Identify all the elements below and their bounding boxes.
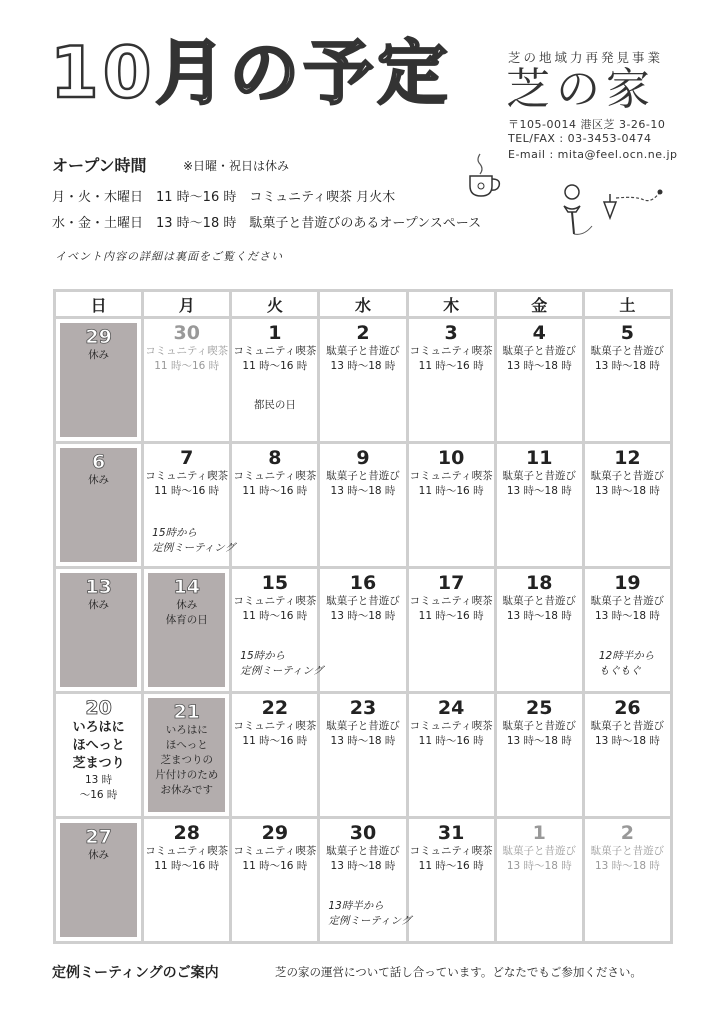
day-line: 11 時〜16 時 xyxy=(242,484,308,497)
day-cell xyxy=(55,318,143,443)
day-line: 11 時〜16 時 xyxy=(242,359,308,372)
day-cell xyxy=(495,693,583,818)
day-cell xyxy=(495,318,583,443)
memo-text: 定例ミーティング xyxy=(328,915,412,927)
address: 〒105-0014 港区芝 3-26-10 xyxy=(508,118,666,131)
day-line: 駄菓子と昔遊び xyxy=(590,594,665,607)
coffee-cup-icon xyxy=(462,150,506,202)
day-line: コミュニティ喫茶 xyxy=(409,469,493,482)
day-cell xyxy=(319,818,412,943)
memo-time: 13時半から xyxy=(328,900,384,912)
day-line: 13 時〜18 時 xyxy=(594,484,660,497)
day-cell xyxy=(143,318,231,443)
day-number: 2 xyxy=(356,322,370,344)
day-cell xyxy=(583,818,671,943)
day-cell xyxy=(495,568,583,693)
day-line: 芝まつりの xyxy=(160,753,213,766)
footer-text: 芝の家の運営について話し合っています。どなたでもご参加ください。 xyxy=(275,965,642,979)
day-number: 9 xyxy=(356,447,370,469)
spinning-top-icon xyxy=(598,184,668,230)
day-number: 13 xyxy=(85,576,112,598)
day-cell xyxy=(231,443,319,568)
day-cell xyxy=(143,568,231,693)
day-number: 30 xyxy=(173,322,200,344)
day-line: 11 時〜16 時 xyxy=(418,359,484,372)
day-line: 11 時〜16 時 xyxy=(418,859,484,872)
day-line: 駄菓子と昔遊び xyxy=(502,594,577,607)
day-line: 〜16 時 xyxy=(79,788,118,801)
memo-text: 定例ミーティング xyxy=(152,542,236,554)
day-line: 13 時〜18 時 xyxy=(594,734,660,747)
day-number: 30 xyxy=(349,822,377,844)
day-line: 駄菓子と昔遊び xyxy=(326,594,400,607)
day-cell xyxy=(583,568,671,693)
day-line: コミュニティ喫茶 xyxy=(233,719,317,732)
day-cell xyxy=(55,568,143,693)
day-number: 16 xyxy=(349,572,377,594)
day-cell xyxy=(319,443,407,568)
day-number: 6 xyxy=(91,451,106,473)
day-number: 29 xyxy=(85,326,112,348)
day-number: 14 xyxy=(173,576,200,598)
day-number: 24 xyxy=(437,697,465,719)
week-row xyxy=(55,318,672,443)
event-note: イベント内容の詳細は裏面をご覧ください xyxy=(55,250,283,263)
weekday-tue: 火 xyxy=(231,291,319,318)
day-number: 22 xyxy=(261,697,289,719)
day-line: 13 時 xyxy=(84,773,113,786)
day-line: 体育の日 xyxy=(165,613,208,626)
day-number: 29 xyxy=(261,822,289,844)
day-number: 5 xyxy=(620,322,635,344)
day-line: 13 時〜18 時 xyxy=(506,484,572,497)
day-cell xyxy=(319,318,407,443)
weekday-sat: 土 xyxy=(583,291,671,318)
day-line: 13 時〜18 時 xyxy=(594,609,660,622)
day-number: 3 xyxy=(444,322,458,344)
day-line: 11 時〜16 時 xyxy=(418,609,484,622)
week-row xyxy=(55,568,672,693)
day-line: 11 時〜16 時 xyxy=(418,484,484,497)
day-number: 17 xyxy=(437,572,465,594)
day-number: 12 xyxy=(614,447,641,469)
day-number: 31 xyxy=(437,822,465,844)
day-line: 11 時〜16 時 xyxy=(242,609,308,622)
weekday-header xyxy=(55,291,672,318)
day-line: コミュニティ喫茶 xyxy=(145,344,229,357)
weekday-mon: 月 xyxy=(143,291,231,318)
day-line: ほへっと xyxy=(165,738,208,751)
weekday-thu: 木 xyxy=(407,291,495,318)
weekday-sun: 日 xyxy=(55,291,143,318)
day-line: コミュニティ喫茶 xyxy=(233,469,317,482)
day-line: 駄菓子と昔遊び xyxy=(502,469,577,482)
org-subtitle: 芝の地域力再発見事業 xyxy=(508,50,664,65)
day-line: 13 時〜18 時 xyxy=(330,609,396,622)
day-number: 27 xyxy=(85,826,112,848)
day-number: 18 xyxy=(526,572,553,594)
day-line: 駄菓子と昔遊び xyxy=(326,344,400,357)
schedule-row-1: 月・火・木曜日 11 時〜16 時 コミュニティ喫茶 月火木 xyxy=(52,190,396,205)
day-line: 13 時〜18 時 xyxy=(506,859,572,872)
day-number: 25 xyxy=(526,697,553,719)
org-name: 芝の家 xyxy=(506,64,656,115)
kendama-icon xyxy=(560,182,596,240)
day-cell xyxy=(407,568,495,693)
day-line: 都民の日 xyxy=(253,398,296,411)
day-number: 23 xyxy=(349,697,377,719)
day-line: 駄菓子と昔遊び xyxy=(326,719,400,732)
festival-line: 芝まつり xyxy=(72,755,125,771)
day-cell xyxy=(583,443,671,568)
festival-line: ほへっと xyxy=(72,737,125,753)
day-cell xyxy=(583,693,671,818)
day-number: 1 xyxy=(268,322,282,344)
day-line: 13 時〜18 時 xyxy=(330,359,396,372)
footer-heading: 定例ミーティングのご案内 xyxy=(52,965,219,981)
day-line: 13 時〜18 時 xyxy=(594,859,660,872)
schedule-row-2: 水・金・土曜日 13 時〜18 時 駄菓子と昔遊びのあるオープンスペース xyxy=(52,216,482,231)
day-cell xyxy=(231,693,319,818)
day-number: 20 xyxy=(85,697,112,719)
day-cell xyxy=(583,318,671,443)
day-number: 4 xyxy=(532,322,546,344)
day-cell xyxy=(495,443,583,568)
tel: TEL/FAX : 03-3453-0474 xyxy=(508,132,652,145)
day-cell xyxy=(407,443,495,568)
day-number: 11 xyxy=(526,447,553,469)
day-line: コミュニティ喫茶 xyxy=(145,469,229,482)
day-line: コミュニティ喫茶 xyxy=(233,844,317,857)
day-line: 13 時〜18 時 xyxy=(594,359,660,372)
day-line: 駄菓子と昔遊び xyxy=(326,844,400,857)
day-line: コミュニティ喫茶 xyxy=(409,344,493,357)
day-line: 13 時〜18 時 xyxy=(330,484,396,497)
day-number: 15 xyxy=(261,572,289,594)
day-cell xyxy=(407,693,495,818)
day-line: 駄菓子と昔遊び xyxy=(590,344,665,357)
email: E-mail : mita@feel.ocn.ne.jp xyxy=(508,148,678,161)
open-hours-heading: オープン時間 xyxy=(52,156,147,175)
day-number: 19 xyxy=(614,572,641,594)
day-line: 休み xyxy=(88,473,110,486)
day-line: コミュニティ喫茶 xyxy=(409,844,493,857)
day-line: 駄菓子と昔遊び xyxy=(502,719,577,732)
day-line: 11 時〜16 時 xyxy=(418,734,484,747)
day-number: 26 xyxy=(614,697,641,719)
day-number: 1 xyxy=(532,822,546,844)
day-line: 休み xyxy=(88,598,110,611)
day-line: 休み xyxy=(88,848,110,861)
day-cell xyxy=(55,818,143,943)
day-cell xyxy=(319,568,407,693)
day-cell xyxy=(231,318,319,443)
day-line: 駄菓子と昔遊び xyxy=(326,469,400,482)
week-row xyxy=(55,443,672,568)
week-row xyxy=(55,693,672,818)
day-cell xyxy=(231,568,324,693)
day-cell xyxy=(407,318,495,443)
day-line: 13 時〜18 時 xyxy=(330,859,396,872)
day-cell xyxy=(143,443,236,568)
memo-text: もぐもぐ xyxy=(598,665,641,677)
day-line: 13 時〜18 時 xyxy=(330,734,396,747)
day-line: コミュニティ喫茶 xyxy=(233,594,317,607)
day-cell xyxy=(143,818,231,943)
day-line: コミュニティ喫茶 xyxy=(233,344,317,357)
day-line: コミュニティ喫茶 xyxy=(145,844,229,857)
day-line: 11 時〜16 時 xyxy=(154,359,220,372)
day-line: 11 時〜16 時 xyxy=(154,859,220,872)
day-line: 駄菓子と昔遊び xyxy=(502,344,577,357)
day-number: 21 xyxy=(173,701,200,723)
day-line: コミュニティ喫茶 xyxy=(409,719,493,732)
day-cell xyxy=(55,693,143,818)
day-cell xyxy=(55,443,143,568)
day-line: 休み xyxy=(88,348,110,361)
day-line: 11 時〜16 時 xyxy=(242,734,308,747)
day-line: 11 時〜16 時 xyxy=(242,859,308,872)
day-line: 13 時〜18 時 xyxy=(506,359,572,372)
day-line: お休みです xyxy=(160,783,213,796)
weekday-fri: 金 xyxy=(495,291,583,318)
day-number: 7 xyxy=(180,447,194,469)
day-line: コミュニティ喫茶 xyxy=(409,594,493,607)
memo-time: 12時半から xyxy=(598,650,655,662)
day-cell xyxy=(319,693,407,818)
day-cell xyxy=(495,818,583,943)
festival-line: いろはに xyxy=(72,719,125,735)
day-number: 8 xyxy=(268,447,282,469)
day-cell xyxy=(231,818,319,943)
day-line: 13 時〜18 時 xyxy=(506,609,572,622)
day-number: 10 xyxy=(437,447,465,469)
day-line: 駄菓子と昔遊び xyxy=(590,719,665,732)
week-row xyxy=(55,818,672,943)
memo-time: 15時から xyxy=(152,527,198,539)
calendar xyxy=(53,289,673,944)
page-title: 10月の予定 xyxy=(50,32,452,114)
day-cell xyxy=(407,818,495,943)
day-line: いろはに xyxy=(165,723,208,736)
day-line: 片付けのため xyxy=(155,768,219,781)
open-hours-note: ※日曜・祝日は休み xyxy=(183,159,290,173)
weekday-wed: 水 xyxy=(319,291,407,318)
day-line: 駄菓子と昔遊び xyxy=(590,844,665,857)
day-number: 28 xyxy=(173,822,200,844)
day-line: 駄菓子と昔遊び xyxy=(590,469,665,482)
memo-text: 定例ミーティング xyxy=(240,665,324,677)
day-line: 休み xyxy=(176,598,198,611)
day-number: 2 xyxy=(620,822,635,844)
day-line: 13 時〜18 時 xyxy=(506,734,572,747)
day-line: 駄菓子と昔遊び xyxy=(502,844,577,857)
day-cell xyxy=(143,693,231,818)
day-line: 11 時〜16 時 xyxy=(154,484,220,497)
memo-time: 15時から xyxy=(240,650,286,662)
